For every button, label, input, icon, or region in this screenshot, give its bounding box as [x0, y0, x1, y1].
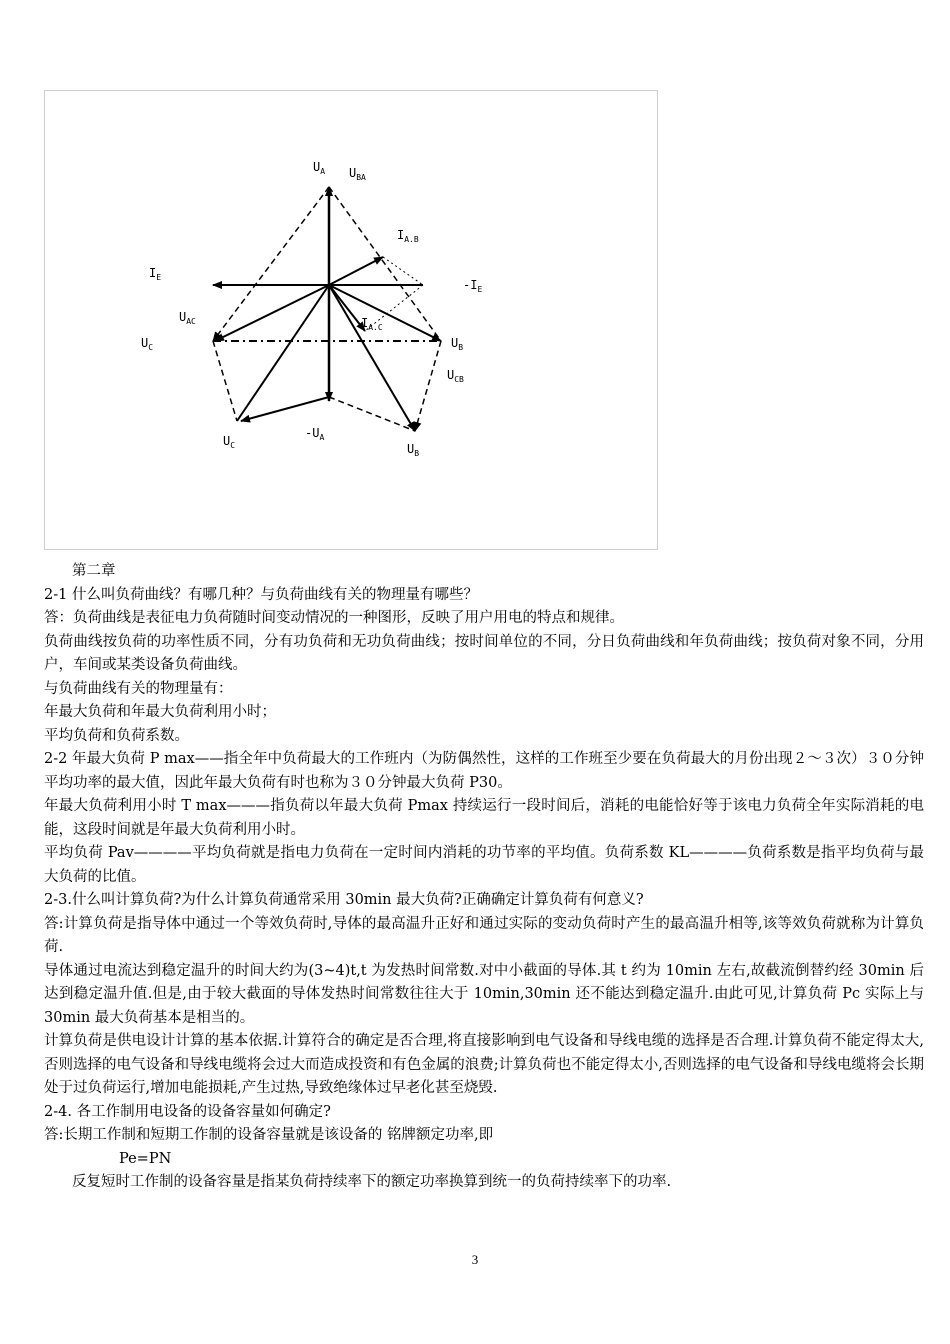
formula: Pe=PN: [119, 1150, 172, 1167]
label-ua: $U_A$: [313, 160, 326, 176]
paragraph: 答：负荷曲线是表征电力负荷随时间变动情况的一种图形，反映了用户用电的特点和规律。: [44, 610, 624, 626]
line-ucb: [213, 341, 237, 421]
label-ub: $U_B$: [451, 336, 464, 352]
label-neg-ie: $-I_E$: [463, 278, 483, 294]
label-iab: $I_{A.B}$: [397, 228, 419, 244]
phasor-diagram: [45, 91, 659, 551]
paragraph: 答:长期工作制和短期工作制的设备容量就是该设备的 铭牌额定功率,即: [44, 1127, 494, 1143]
label-uc: $U_C$: [141, 336, 154, 352]
label-uba: $U_{BA}$: [349, 166, 366, 182]
phasor-iab: [329, 257, 383, 285]
paragraph: 与负荷曲线有关的物理量有：: [44, 680, 233, 697]
paragraph: 2-1 什么叫负荷曲线？有哪几种？与负荷曲线有关的物理量有哪些？: [44, 586, 478, 603]
paragraph: 2-2 年最大负荷 P max——指全年中负荷最大的工作班内（为防偶然性，这样的工作班至少要在负荷最大的月份出现２～３次）３０分钟平均功率的最大值，因此年最大负荷有时也称为３０分钟最大负荷 P30。: [44, 751, 924, 791]
paragraph: 2-4. 各工作制用电设备的设备容量如何确定?: [44, 1103, 331, 1120]
paragraph: 计算负荷是供电设计计算的基本依据.计算符合的确定是否合理,将直接影响到电气设备和导线电缆的选择是否合理.计算负荷不能定得太大,否则选择的电气设备和导线电缆将会过大而造成投资和有色金属的浪费;计算负荷也不能定得太小,否则选择的电气设备和导线电缆将会长期处于过负荷运行,增加电能损耗,产生过热,导致绝缘体过早老化甚至烧毁.: [44, 1033, 924, 1096]
label-iac: $I_{A.C}$: [361, 316, 383, 332]
paragraph: 平均负荷 Pav————平均负荷就是指电力负荷在一定时间内消耗的功节率的平均值。负荷系数 KL————负荷系数是指平均负荷与最大负荷的比值。: [44, 845, 924, 885]
label-ucp: $U_C$: [223, 434, 236, 450]
phasor-ucp-lower: [241, 397, 329, 421]
paragraph: 平均负荷和负荷系数。: [44, 727, 189, 744]
chapter-heading: 第二章: [72, 563, 116, 579]
phasor-uac: [215, 285, 329, 341]
line-iab-dotted: [383, 257, 423, 285]
label-ucb: $U_{CB}$: [447, 368, 464, 384]
paragraph: 年最大负荷和年最大负荷利用小时；: [44, 704, 276, 720]
label-neg-ua: $-U_A$: [305, 426, 325, 442]
document-body: [44, 560, 924, 1195]
label-uac: $U_{AC}$: [179, 310, 196, 326]
line-ab: [329, 187, 441, 341]
paragraph: 答:计算负荷是指导体中通过一个等效负荷时,导体的最高温升正好和通过实际的变动负荷时产生的最高温升相等,该等效负荷就称为计算负荷.: [44, 915, 924, 955]
paragraph: 反复短时工作制的设备容量是指某负荷持续率下的额定功率换算到统一的负荷持续率下的功率.: [72, 1174, 672, 1190]
line-uba: [213, 187, 329, 341]
paragraph: 年最大负荷利用小时 T max———指负荷以年最大负荷 Pmax 持续运行一段时间后，消耗的电能恰好等于该电力负荷全年实际消耗的电能，这段时间就是年最大负荷利用小时。: [44, 798, 924, 838]
paragraph: 导体通过电流达到稳定温升的时间大约为(3~4)t,t 为发热时间常数.对中小截面的导体.其 t 约为 10min 左右,故截流倒替约经 30min 后达到稳定温升值.但是,由于较大截面的导体发热时间常数往往大于 10min,30min 还不能达到稳定温升.由此可见,计算负荷 Pc 实际上与 30min 最大负荷基本是相当的。: [44, 962, 924, 1026]
phasor-iac: [329, 285, 365, 331]
page-number: 3: [471, 1252, 479, 1267]
line-ub-ubp: [415, 341, 441, 431]
paragraph: 负荷曲线按负荷的功率性质不同，分有功负荷和无功负荷曲线；按时间单位的不同，分日负荷曲线和年负荷曲线；按负荷对象不同，分用户，车间或某类设备负荷曲线。: [44, 633, 924, 673]
paragraph: 2-3.什么叫计算负荷?为什么计算负荷通常采用 30min 最大负荷?正确确定计算负荷有何意义?: [44, 892, 644, 908]
label-ubp: $U_B$: [407, 442, 420, 458]
line-bottom: [329, 397, 415, 431]
label-ie: $I_E$: [149, 266, 162, 282]
phasor-diagram-figure: [44, 90, 658, 550]
